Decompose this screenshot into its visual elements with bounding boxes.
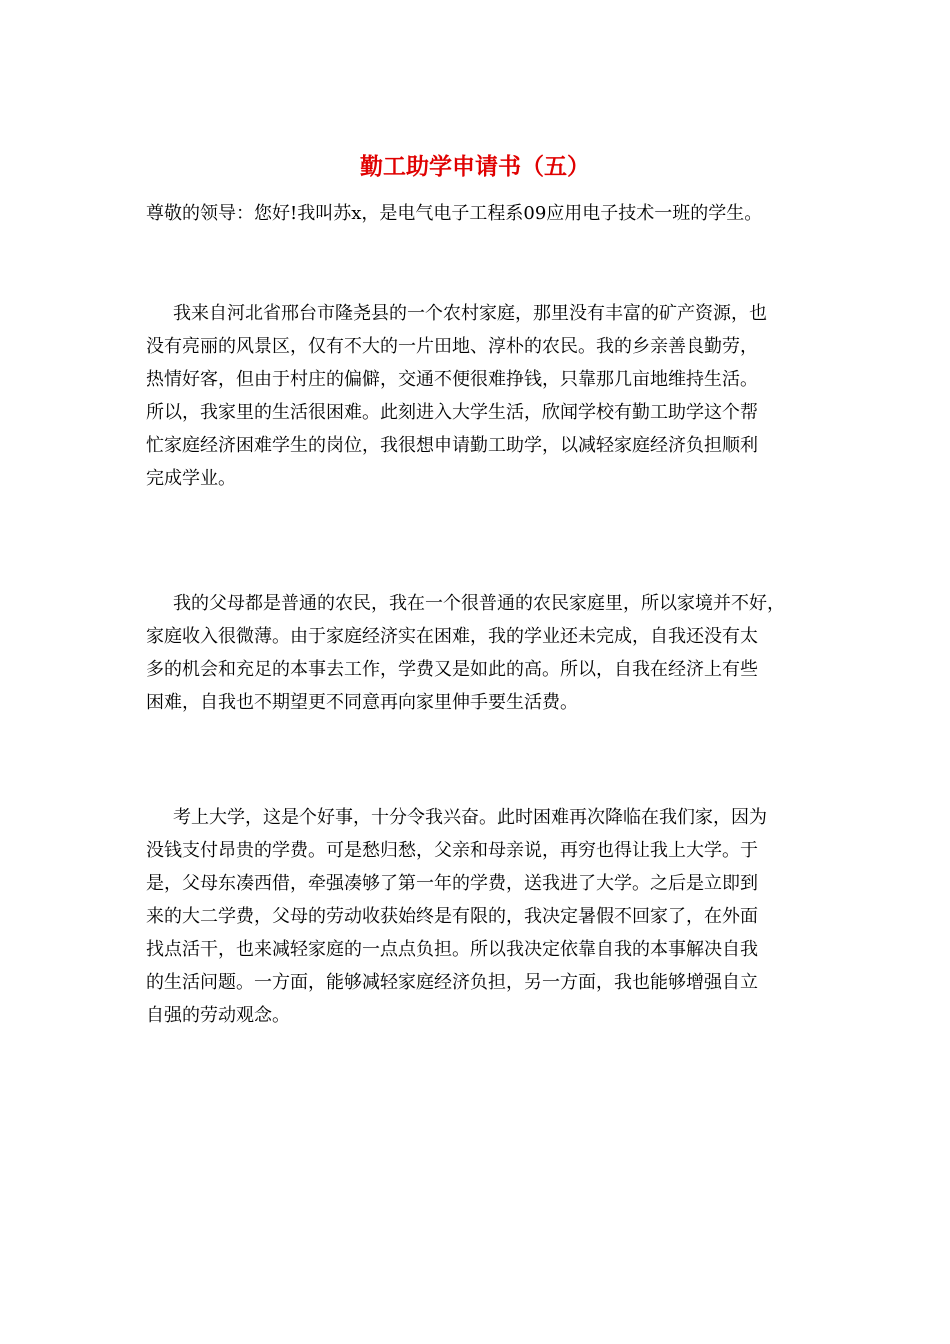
paragraph-line: 我的父母都是普通的农民，我在一个很普通的农民家庭里，所以家境并不好， bbox=[173, 593, 785, 614]
paragraph-line: 我来自河北省邢台市隆尧县的一个农村家庭，那里没有丰富的矿产资源，也 bbox=[173, 303, 767, 324]
paragraph-line: 考上大学，这是个好事，十分令我兴奋。此时困难再次降临在我们家，因为 bbox=[173, 807, 767, 828]
paragraph-line: 困难，自我也不期望更不同意再向家里伸手要生活费。 bbox=[146, 692, 578, 713]
document-title: 勤工助学申请书（五） bbox=[360, 153, 590, 180]
paragraph-line: 是，父母东凑西借，牵强凑够了第一年的学费，送我进了大学。之后是立即到 bbox=[146, 873, 758, 894]
paragraph-line: 没有亮丽的风景区，仅有不大的一片田地、淳朴的农民。我的乡亲善良勤劳， bbox=[146, 336, 758, 357]
paragraph-line: 自强的劳动观念。 bbox=[146, 1005, 290, 1026]
paragraph-line: 多的机会和充足的本事去工作，学费又是如此的高。所以，自我在经济上有些 bbox=[146, 659, 758, 680]
paragraph-line: 的生活问题。一方面，能够减轻家庭经济负担，另一方面，我也能够增强自立 bbox=[146, 972, 758, 993]
paragraph-line: 没钱支付昂贵的学费。可是愁归愁，父亲和母亲说，再穷也得让我上大学。于 bbox=[146, 840, 758, 861]
greeting-line: 尊敬的领导：您好!我叫苏x，是电气电子工程系09应用电子技术一班的学生。 bbox=[146, 203, 763, 224]
paragraph-line: 家庭收入很微薄。由于家庭经济实在困难，我的学业还未完成，自我还没有太 bbox=[146, 626, 758, 647]
paragraph-line: 热情好客，但由于村庄的偏僻，交通不便很难挣钱，只靠那几亩地维持生活。 bbox=[146, 369, 758, 390]
paragraph-2 bbox=[146, 587, 826, 719]
paragraph-line: 找点活干，也来减轻家庭的一点点负担。所以我决定依靠自我的本事解决自我 bbox=[146, 939, 758, 960]
paragraph-1 bbox=[146, 297, 826, 495]
paragraph-line: 来的大二学费，父母的劳动收获始终是有限的，我决定暑假不回家了，在外面 bbox=[146, 906, 758, 927]
paragraph-line: 所以，我家里的生活很困难。此刻进入大学生活，欣闻学校有勤工助学这个帮 bbox=[146, 402, 758, 423]
paragraph-line: 忙家庭经济困难学生的岗位，我很想申请勤工助学，以减轻家庭经济负担顺利 bbox=[146, 435, 758, 456]
paragraph-3 bbox=[146, 801, 826, 1032]
paragraph-line: 完成学业。 bbox=[146, 468, 236, 489]
